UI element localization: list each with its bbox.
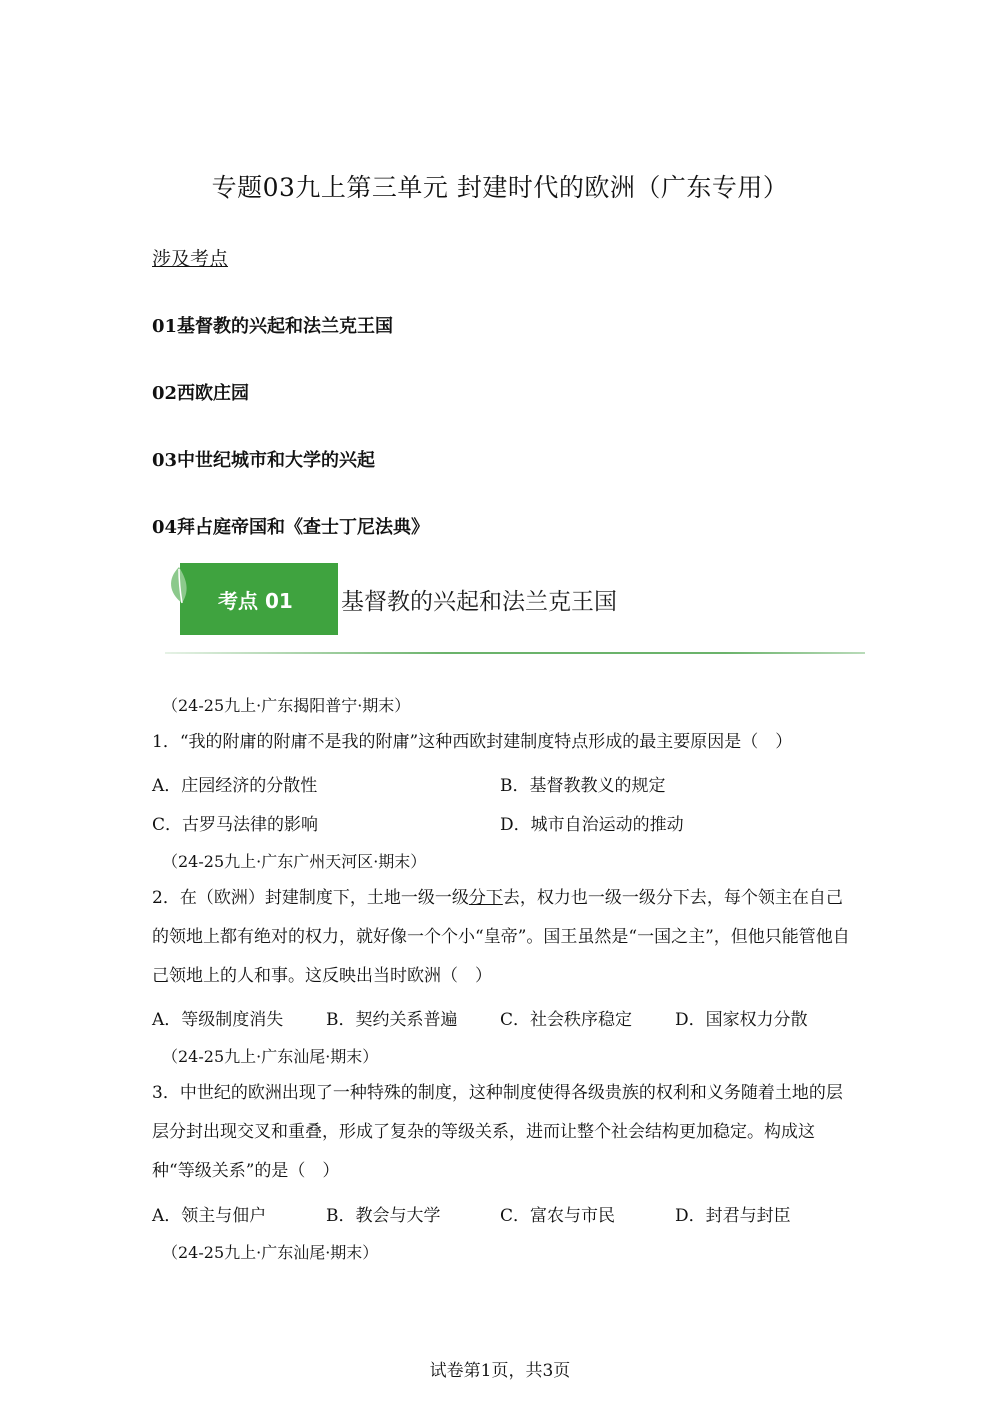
option-d: D．封君与封臣 [675,1206,791,1226]
document-title: 专题03九上第三单元 封建时代的欧洲（广东专用） [211,173,789,202]
option-b: B．基督教教义的规定 [500,776,666,796]
divider [165,652,865,654]
section-badge-label: 考点 01 [218,588,293,613]
option-c: C．古罗马法律的影响 [152,815,319,835]
question-stem [152,879,852,996]
topic-item: 03中世纪城市和大学的兴起 [152,450,376,471]
section-heading: 基督教的兴起和法兰克王国 [341,589,617,615]
topic-item: 02西欧庄园 [152,383,250,404]
question-source: （24-25九上·广东揭阳普宁·期末） [162,696,411,715]
leaf-icon [165,565,199,605]
option-d: D．国家权力分散 [675,1010,808,1030]
option-c: C．富农与市民 [500,1206,616,1226]
question-stem: 3．中世纪的欧洲出现了一种特殊的制度，这种制度使得各级贵族的权利和义务随着土地的层层分封出现交叉和重叠，形成了复杂的等级关系，进而让整个社会结构更加稳定。构成这种“等级关系”的是（ ） [152,1083,843,1181]
page-footer: 试卷第1页，共3页 [429,1361,571,1381]
option-c: C．社会秩序稳定 [500,1010,633,1030]
question-stem: 1．“我的附庸的附庸不是我的附庸”这种西欧封建制度特点形成的最主要原因是（ ） [152,732,793,752]
topic-item: 04拜占庭帝国和《查士丁尼法典》 [152,517,430,538]
question-stem-part: 2．在（欧洲）封建制度下，土地一级一级 [152,888,469,908]
option-a: A．领主与佃户 [152,1206,267,1226]
question-stem-part: 去，权力也一级一级分下去，每个领主在自己的领地上都有绝对的权力，就好像一个个小“皇帝”。国王虽然是“一国之主”，但他只能管他自己领地上的人和事。这反映出当时欧洲（ ） [152,888,850,986]
question-source: （24-25九上·广东汕尾·期末） [162,1047,379,1066]
topic-item: 01基督教的兴起和法兰克王国 [152,316,394,337]
underlined-text: 分下 [468,888,503,908]
section-banner [165,563,865,658]
question-source: （24-25九上·广东广州天河区·期末） [162,852,427,871]
option-d: D．城市自治运动的推动 [500,815,684,835]
option-a: A．庄园经济的分散性 [152,776,318,796]
scope-heading: 涉及考点 [152,248,229,270]
option-a: A．等级制度消失 [152,1010,284,1030]
option-b: B．教会与大学 [326,1206,441,1226]
section-badge [180,563,338,635]
option-b: B．契约关系普遍 [326,1010,458,1030]
question-source: （24-25九上·广东汕尾·期末） [162,1243,379,1262]
